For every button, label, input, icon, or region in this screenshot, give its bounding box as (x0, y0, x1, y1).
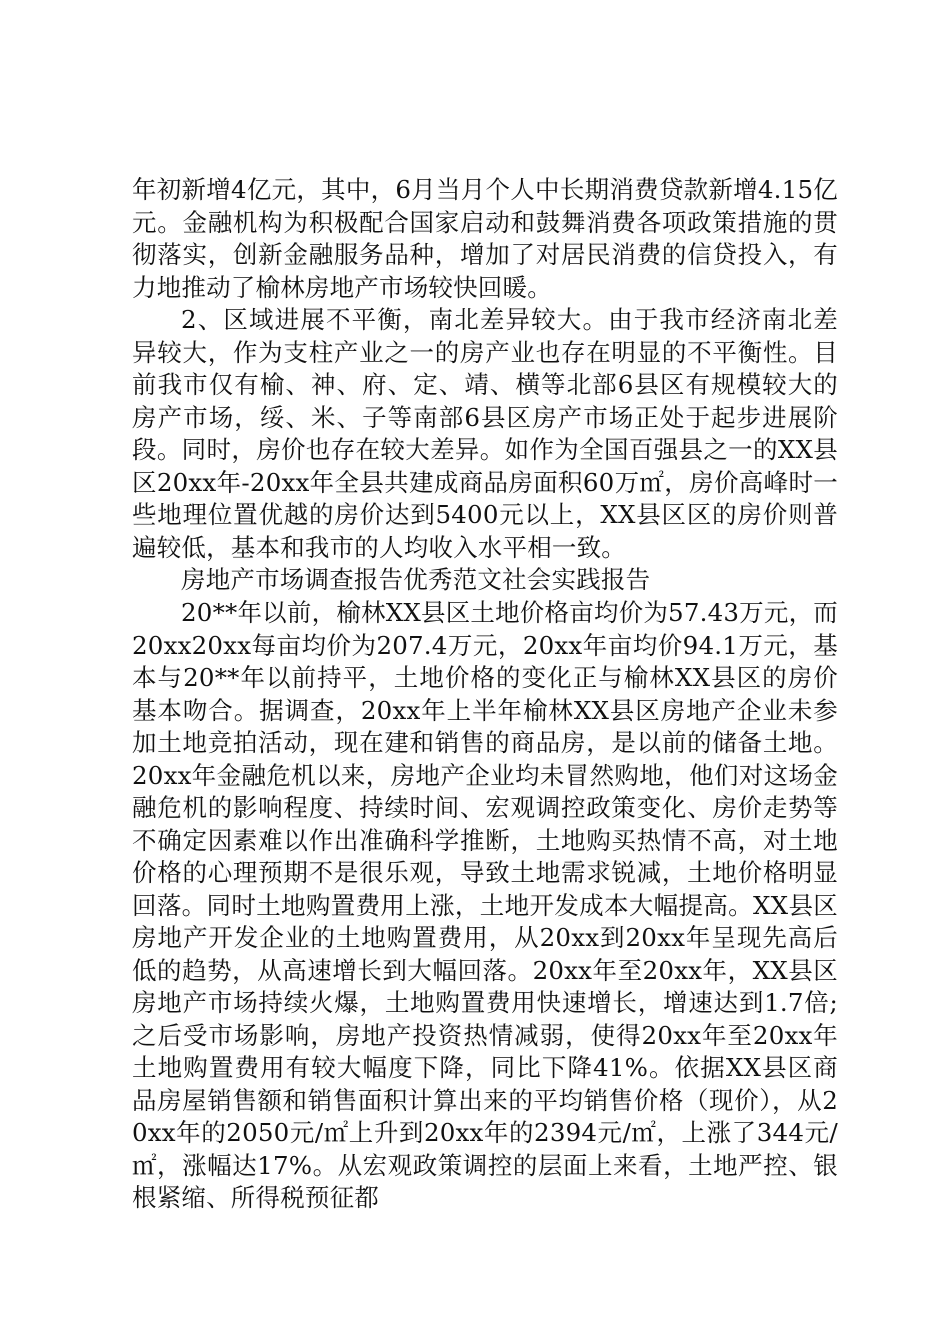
paragraph-regional-imbalance: 2、区域进展不平衡，南北差异较大。由于我市经济南北差异较大，作为支柱产业之一的房产业也存在明显的不平衡性。目前我市仅有榆、神、府、定、靖、横等北部6县区有规模较大的房产市场，绥、米、子等南部6县区房产市场正处于起步进展阶段。同时，房价也存在较大差异。如作为全国百强县之一的XX县区20xx年-20xx年全县共建成商品房面积60万㎡，房价高峰时一些地理位置优越的房价达到5400元以上，XX县区区的房价则普遍较低，基本和我市的人均收入水平相一致。 (132, 305, 838, 562)
section-title: 房地产市场调查报告优秀范文社会实践报告 (181, 565, 651, 594)
body-text-main (132, 597, 838, 1215)
body-text-top (132, 174, 838, 564)
section-heading-block (132, 564, 838, 597)
paragraph-land-prices: 20**年以前，榆林XX县区土地价格亩均价为57.43万元，而20xx20xx每亩均价为207.4万元，20xx年亩均价94.1万元，基本与20**年以前持平，土地价格的变化正与榆林XX县区的房价基本吻合。据调查，20xx年上半年榆林XX县区房地产企业未参加土地竞拍活动，现在建和销售的商品房，是以前的储备土地。20xx年金融危机以来，房地产企业均未冒然购地，他们对这场金融危机的影响程度、持续时间、宏观调控政策变化、房价走势等不确定因素难以作出准确科学推断，土地购买热情不高，对土地价格的心理预期不是很乐观，导致土地需求锐减，土地价格明显回落。同时土地购置费用上涨，土地开发成本大幅提高。XX县区房地产开发企业的土地购置费用，从20xx到20xx年呈现先高后低的趋势，从高速增长到大幅回落。20xx年至20xx年，XX县区房地产市场持续火爆，土地购置费用快速增长，增速达到1.7倍;之后受市场影响，房地产投资热情减弱，使得20xx年至20xx年土地购置费用有较大幅度下降，同比下降41%。依据XX县区商品房屋销售额和销售面积计算出来的平均销售价格（现价），从20xx年的2050元/㎡上升到20xx年的2394元/㎡，上涨了344元/㎡，涨幅达17%。从宏观政策调控的层面上来看，土地严控、银根紧缩、所得税预征都 (132, 598, 838, 1212)
paragraph-consumer-loans: 年初新增4亿元，其中，6月当月个人中长期消费贷款新增4.15亿元。金融机构为积极配合国家启动和鼓舞消费各项政策措施的贯彻落实，创新金融服务品种，增加了对居民消费的信贷投入，有力地推动了榆林房地产市场较快回暖。 (132, 175, 838, 302)
